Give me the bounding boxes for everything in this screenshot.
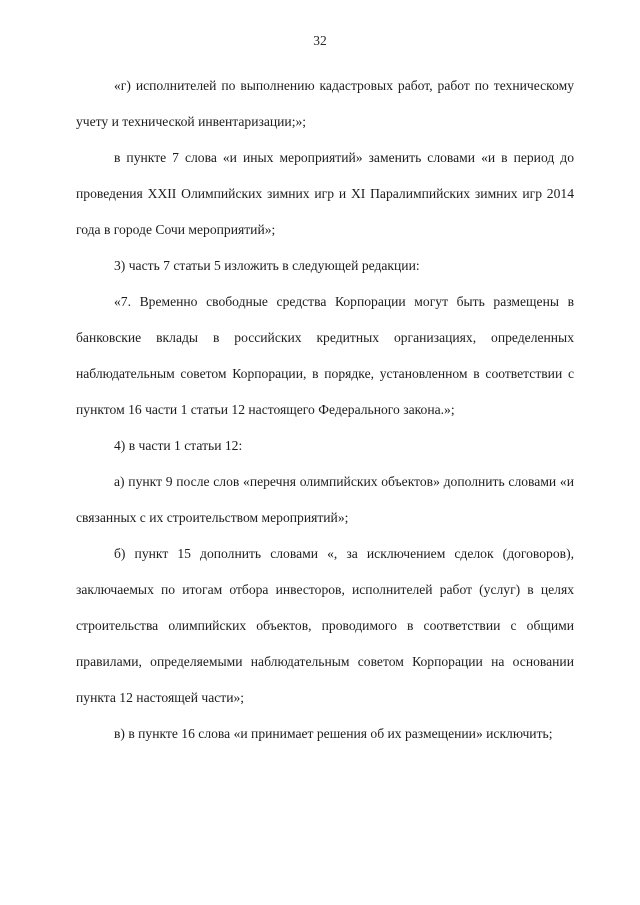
paragraph: б) пункт 15 дополнить словами «, за исключением сделок (договоров), заключаемых по итогам отбора инвесторов, исполнителей работ (услуг) в целях строительства олимпийских объектов, проводимого в соответствии с общими правилами, определяемыми наблюдательным советом Корпорации на основании пункта 12 настоящей части»;	[76, 546, 574, 705]
paragraph: а) пункт 9 после слов «перечня олимпийских объектов» дополнить словами «и связанных с их строительством мероприятий»;	[76, 474, 574, 525]
paragraph: 3) часть 7 статьи 5 изложить в следующей редакции:	[114, 258, 420, 273]
page-number: 32	[313, 33, 327, 48]
paragraph: 4) в части 1 статьи 12:	[114, 438, 243, 453]
paragraph: в пункте 7 слова «и иных мероприятий» заменить словами «и в период до проведения XXII Олимпийских зимних игр и XI Паралимпийских зимних игр 2014 года в городе Сочи мероприятий»;	[76, 150, 574, 237]
paragraph: «г) исполнителей по выполнению кадастровых работ, работ по техническому учету и технической инвентаризации;»;	[76, 78, 574, 129]
document-body	[76, 68, 574, 752]
paragraph: «7. Временно свободные средства Корпорации могут быть размещены в банковские вклады в российских кредитных организациях, определенных наблюдательным советом Корпорации, в порядке, установленном в соответствии с пунктом 16 части 1 статьи 12 настоящего Федерального закона.»;	[76, 294, 574, 417]
paragraph: в) в пункте 16 слова «и принимает решения об их размещении» исключить;	[114, 726, 553, 741]
